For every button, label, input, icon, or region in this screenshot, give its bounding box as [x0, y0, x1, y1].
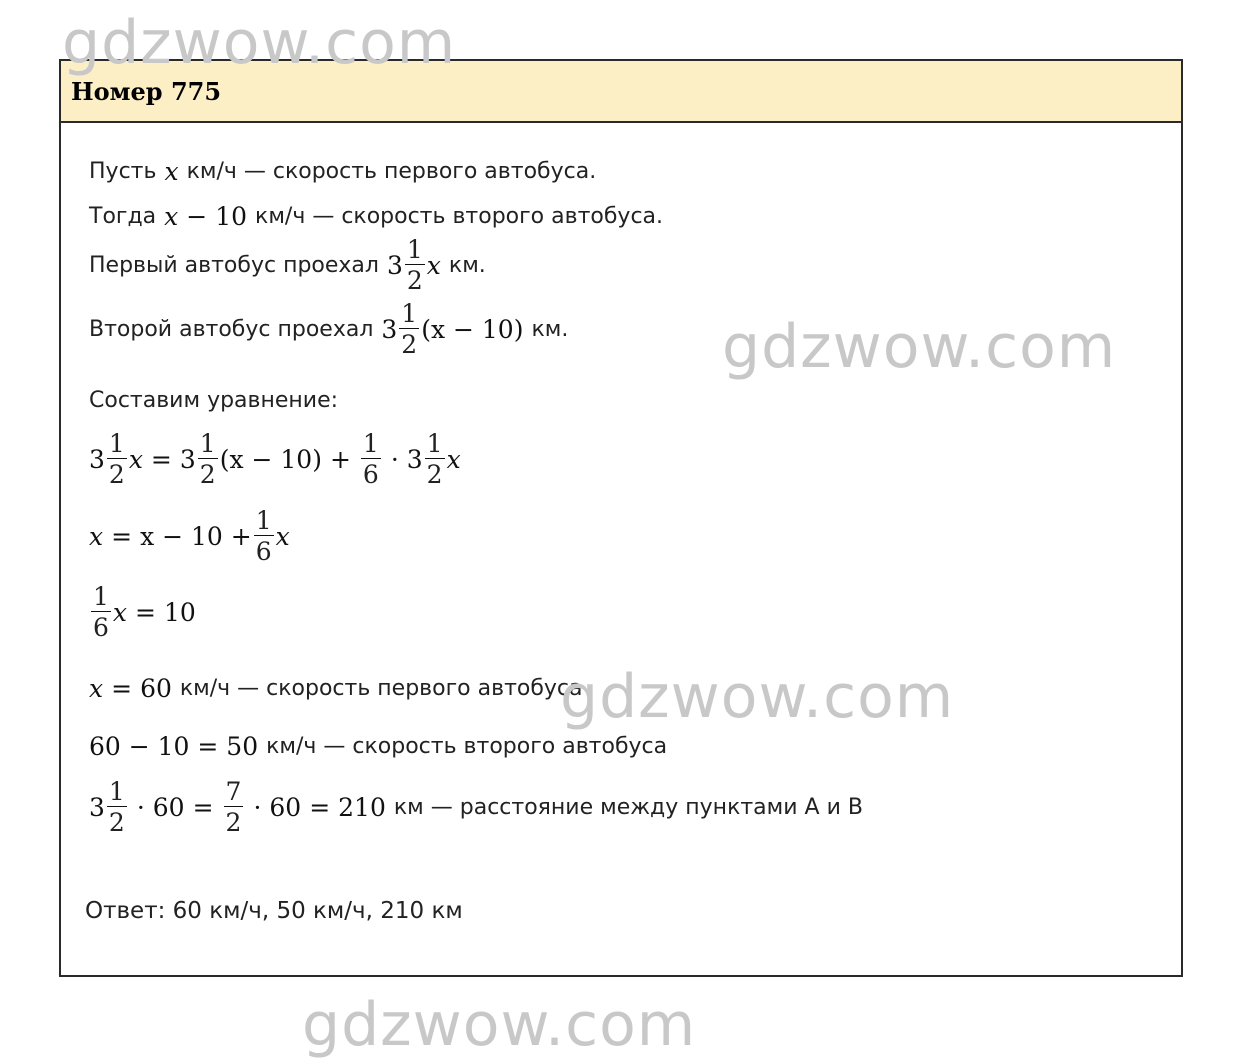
equation-5: 60 − 10 = 50 км/ч — скорость второго автобуса: [89, 732, 668, 761]
equation-2: x = x − 10 + $\frac{1}{6}$ x: [89, 506, 290, 566]
solution-line-5: Составим уравнение:: [89, 388, 339, 413]
card-header: [61, 61, 1181, 123]
page-title: Номер 775: [71, 76, 222, 106]
equation-4: x = 60 км/ч — скорость первого автобуса: [89, 674, 583, 703]
answer-line: Ответ: 60 км/ч, 50 км/ч, 210 км: [85, 898, 463, 924]
watermark: gdzwow.com: [722, 312, 1117, 382]
solution-card: [59, 59, 1183, 977]
equation-6: 3 $\frac{1}{2}$ · 60 = $\frac{7}{2}$ · 60 = 210 км — расстояние между пунктами А и В: [89, 777, 863, 837]
fraction: $\frac{1}{2}$: [401, 299, 418, 359]
fraction: $\frac{1}{2}$: [406, 235, 423, 295]
solution-line-4: Второй автобус проехал 3 $\frac{1}{2}$ (x − 10) км.: [89, 299, 569, 359]
solution-line-1: Пусть x км/ч — скорость первого автобуса.: [89, 157, 597, 186]
watermark: gdzwow.com: [62, 8, 457, 78]
watermark: gdzwow.com: [302, 990, 697, 1060]
equation-1: 3 $\frac{1}{2}$ x = 3 $\frac{1}{2}$ (x − 10) + $\frac{1}{6}$ · 3 $\frac{1}{2}$ x: [89, 429, 461, 489]
solution-line-2: Тогда x − 10 км/ч — скорость второго автобуса.: [89, 202, 664, 231]
equation-3: $\frac{1}{6}$ x = 10: [93, 582, 196, 642]
watermark: gdzwow.com: [560, 662, 955, 732]
solution-line-3: Первый автобус проехал 3 $\frac{1}{2}$ x км.: [89, 235, 486, 295]
